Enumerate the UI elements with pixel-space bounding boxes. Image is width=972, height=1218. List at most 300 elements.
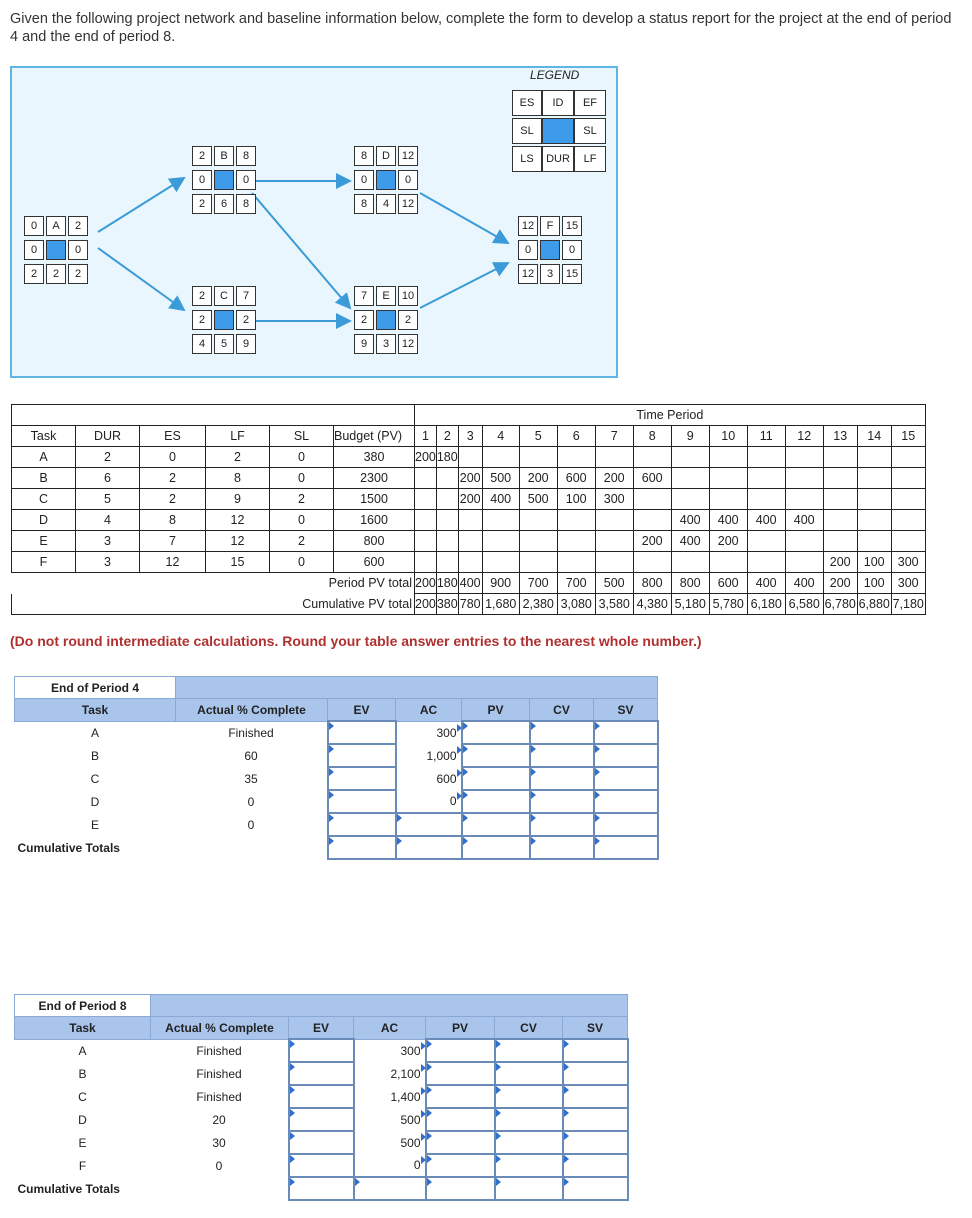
period-4-sv-input[interactable] bbox=[594, 813, 658, 836]
node-c-ef: 7 bbox=[236, 286, 256, 306]
period-8-total-sv-input[interactable] bbox=[563, 1177, 628, 1200]
node-d-es: 8 bbox=[354, 146, 374, 166]
period-8-header-sv: SV bbox=[563, 1017, 628, 1040]
node-d-id: D bbox=[376, 146, 396, 166]
period-4-sv-input[interactable] bbox=[594, 790, 658, 813]
period-8-ev-input[interactable] bbox=[289, 1085, 354, 1108]
period-4-ev-input[interactable] bbox=[328, 744, 396, 767]
pv-cell bbox=[458, 510, 482, 531]
period-pv-total-cell: 600 bbox=[709, 573, 747, 594]
period-pv-total-cell: 500 bbox=[595, 573, 633, 594]
pv-cell: 500 bbox=[519, 489, 557, 510]
baseline-lf: 15 bbox=[206, 552, 270, 573]
pv-cell bbox=[436, 510, 458, 531]
period-4-title-fill bbox=[176, 677, 658, 699]
cumulative-pv-total-cell: 6,180 bbox=[747, 594, 785, 615]
pv-cell bbox=[633, 489, 671, 510]
period-4-cv-input[interactable] bbox=[530, 721, 594, 744]
baseline-budget: 380 bbox=[334, 447, 415, 468]
period-4-ev-input[interactable] bbox=[328, 813, 396, 836]
period-8-sv-input[interactable] bbox=[563, 1062, 628, 1085]
period-8-sv-input[interactable] bbox=[563, 1154, 628, 1177]
pv-cell: 400 bbox=[709, 510, 747, 531]
baseline-task: A bbox=[12, 447, 76, 468]
cumulative-pv-total-label: Cumulative PV total bbox=[12, 594, 415, 615]
period-8-row bbox=[15, 1131, 628, 1154]
baseline-es: 8 bbox=[140, 510, 206, 531]
cumulative-pv-total-cell: 7,180 bbox=[891, 594, 925, 615]
period-4-row bbox=[15, 813, 658, 836]
pv-cell bbox=[709, 447, 747, 468]
pv-cell: 600 bbox=[633, 468, 671, 489]
period-header: 12 bbox=[785, 426, 823, 447]
pv-cell bbox=[519, 531, 557, 552]
pv-cell bbox=[557, 447, 595, 468]
period-8-pv-input[interactable] bbox=[426, 1108, 495, 1131]
baseline-budget: 600 bbox=[334, 552, 415, 573]
answer-flag-icon bbox=[290, 1040, 295, 1048]
period-4-total-ev-input[interactable] bbox=[328, 836, 396, 859]
pv-cell bbox=[857, 447, 891, 468]
period-8-sv-input[interactable] bbox=[563, 1085, 628, 1108]
answer-flag-icon bbox=[564, 1155, 569, 1163]
answer-flag-icon bbox=[531, 768, 536, 776]
node-f-fill bbox=[540, 240, 560, 260]
legend-ls: LS bbox=[512, 146, 542, 172]
period-4-total-sv-input[interactable] bbox=[594, 836, 658, 859]
legend-dur: DUR bbox=[542, 146, 574, 172]
pv-cell bbox=[415, 468, 437, 489]
period-8-ac-text: 500 bbox=[400, 1135, 421, 1150]
pv-cell bbox=[857, 489, 891, 510]
period-pv-total-cell: 900 bbox=[482, 573, 519, 594]
period-8-total-cv-input[interactable] bbox=[495, 1177, 563, 1200]
pv-cell: 400 bbox=[671, 531, 709, 552]
period-4-pv-input[interactable] bbox=[462, 813, 530, 836]
answer-flag-icon bbox=[595, 722, 600, 730]
period-pv-total-cell: 800 bbox=[671, 573, 709, 594]
pv-cell: 200 bbox=[595, 468, 633, 489]
pv-cell bbox=[785, 489, 823, 510]
baseline-header: SL bbox=[270, 426, 334, 447]
pv-cell bbox=[595, 552, 633, 573]
cumulative-pv-total-cell: 2,380 bbox=[519, 594, 557, 615]
pv-cell: 600 bbox=[557, 468, 595, 489]
baseline-es: 12 bbox=[140, 552, 206, 573]
period-8-ac-value bbox=[354, 1154, 426, 1177]
baseline-sl: 2 bbox=[270, 489, 334, 510]
period-8-pv-input[interactable] bbox=[426, 1085, 495, 1108]
answer-flag-icon bbox=[329, 814, 334, 822]
baseline-task: C bbox=[12, 489, 76, 510]
pv-cell bbox=[415, 552, 437, 573]
period-8-pct-complete: Finished bbox=[151, 1085, 289, 1108]
period-4-total-cv-input[interactable] bbox=[530, 836, 594, 859]
pv-cell bbox=[458, 447, 482, 468]
node-d-sl-l: 0 bbox=[354, 170, 374, 190]
node-d-fill bbox=[376, 170, 396, 190]
baseline-sl: 0 bbox=[270, 468, 334, 489]
period-header: 6 bbox=[557, 426, 595, 447]
pv-cell: 200 bbox=[519, 468, 557, 489]
period-4-task: E bbox=[15, 813, 176, 836]
answer-flag-icon bbox=[427, 1040, 432, 1048]
pv-cell: 200 bbox=[823, 552, 857, 573]
baseline-dur: 6 bbox=[76, 468, 140, 489]
period-4-task: D bbox=[15, 790, 176, 813]
period-4-cv-input[interactable] bbox=[530, 813, 594, 836]
period-8-row bbox=[15, 1108, 628, 1131]
cumulative-pv-total-cell: 4,380 bbox=[633, 594, 671, 615]
baseline-header: LF bbox=[206, 426, 270, 447]
period-8-ac-text: 2,100 bbox=[390, 1066, 421, 1081]
period-4-header-actual-complete: Actual % Complete bbox=[176, 699, 328, 722]
node-a-lf: 2 bbox=[68, 264, 88, 284]
period-4-header-task: Task bbox=[15, 699, 176, 722]
pv-cell: 400 bbox=[785, 510, 823, 531]
pv-cell: 200 bbox=[458, 468, 482, 489]
period-4-sv-input[interactable] bbox=[594, 767, 658, 790]
pv-cell bbox=[415, 489, 437, 510]
pv-cell: 300 bbox=[891, 552, 925, 573]
pv-cell bbox=[747, 531, 785, 552]
period-4-ev-input[interactable] bbox=[328, 721, 396, 744]
pv-cell bbox=[671, 468, 709, 489]
period-4-header-ac: AC bbox=[396, 699, 462, 722]
period-4-header-sv: SV bbox=[594, 699, 658, 722]
period-4-header-ev: EV bbox=[328, 699, 396, 722]
period-8-cv-input[interactable] bbox=[495, 1131, 563, 1154]
period-header: 4 bbox=[482, 426, 519, 447]
baseline-sl: 0 bbox=[270, 447, 334, 468]
pv-cell bbox=[823, 447, 857, 468]
node-a-fill bbox=[46, 240, 66, 260]
period-4-header-cv: CV bbox=[530, 699, 594, 722]
node-e-lf: 12 bbox=[398, 334, 418, 354]
baseline-row bbox=[12, 531, 926, 552]
answer-flag-icon bbox=[329, 791, 334, 799]
period-8-task: A bbox=[15, 1039, 151, 1062]
node-e-id: E bbox=[376, 286, 396, 306]
pv-cell bbox=[482, 552, 519, 573]
period-8-ev-input[interactable] bbox=[289, 1108, 354, 1131]
period-4-ev-input[interactable] bbox=[328, 790, 396, 813]
arrow-a-c bbox=[98, 248, 184, 310]
legend-blank bbox=[542, 118, 574, 144]
period-4-row bbox=[15, 790, 658, 813]
answer-flag-icon bbox=[463, 722, 468, 730]
node-c-dur: 5 bbox=[214, 334, 234, 354]
period-8-header-actual-complete: Actual % Complete bbox=[151, 1017, 289, 1040]
period-4-pct-complete: Finished bbox=[176, 721, 328, 744]
pv-cell bbox=[595, 531, 633, 552]
period-4-cv-input[interactable] bbox=[530, 790, 594, 813]
period-8-ac-text: 1,400 bbox=[390, 1089, 421, 1104]
pv-cell bbox=[671, 447, 709, 468]
period-4-pv-input[interactable] bbox=[462, 767, 530, 790]
pv-cell: 180 bbox=[436, 447, 458, 468]
pv-cell bbox=[519, 510, 557, 531]
node-e-es: 7 bbox=[354, 286, 374, 306]
period-4-ac-value bbox=[396, 744, 462, 767]
answer-flag-icon bbox=[496, 1086, 501, 1094]
node-e-sl-l: 2 bbox=[354, 310, 374, 330]
baseline-dur: 2 bbox=[76, 447, 140, 468]
pv-cell bbox=[436, 468, 458, 489]
period-4-ac-text: 600 bbox=[436, 771, 457, 786]
node-c-id: C bbox=[214, 286, 234, 306]
pv-cell: 100 bbox=[857, 552, 891, 573]
node-b-ls: 2 bbox=[192, 194, 212, 214]
node-d-ef: 12 bbox=[398, 146, 418, 166]
period-pv-total-cell: 400 bbox=[785, 573, 823, 594]
answer-flag-icon bbox=[329, 722, 334, 730]
period-8-cv-input[interactable] bbox=[495, 1154, 563, 1177]
period-8-total-ev-input[interactable] bbox=[289, 1177, 354, 1200]
arrow-e-f bbox=[420, 263, 508, 308]
pv-cell bbox=[633, 447, 671, 468]
cumulative-pv-total-cell: 6,880 bbox=[857, 594, 891, 615]
period-4-pv-input[interactable] bbox=[462, 721, 530, 744]
period-8-header-ev: EV bbox=[289, 1017, 354, 1040]
period-header: 3 bbox=[458, 426, 482, 447]
legend-title: LEGEND bbox=[530, 68, 580, 82]
period-8-cv-input[interactable] bbox=[495, 1085, 563, 1108]
answer-flag-icon bbox=[463, 745, 468, 753]
period-8-sv-input[interactable] bbox=[563, 1131, 628, 1154]
period-8-sv-input[interactable] bbox=[563, 1039, 628, 1062]
answer-flag-icon bbox=[329, 745, 334, 753]
baseline-lf: 2 bbox=[206, 447, 270, 468]
node-b-ef: 8 bbox=[236, 146, 256, 166]
period-4-total-ac-input[interactable] bbox=[396, 836, 462, 859]
node-a-id: A bbox=[46, 216, 66, 236]
period-4-header-row bbox=[15, 699, 658, 722]
period-8-pct-complete: Finished bbox=[151, 1039, 289, 1062]
answer-flag-icon bbox=[329, 768, 334, 776]
cumulative-pv-total-cell: 1,680 bbox=[482, 594, 519, 615]
baseline-title-row bbox=[12, 405, 926, 426]
period-8-cv-input[interactable] bbox=[495, 1108, 563, 1131]
period-4-total-pv-input[interactable] bbox=[462, 836, 530, 859]
period-8-cv-input[interactable] bbox=[495, 1039, 563, 1062]
period-8-title-row bbox=[15, 995, 628, 1017]
baseline-sl: 0 bbox=[270, 510, 334, 531]
pv-cell bbox=[747, 489, 785, 510]
period-4-form bbox=[14, 676, 659, 860]
period-8-ac-value bbox=[354, 1039, 426, 1062]
period-8-ev-input[interactable] bbox=[289, 1131, 354, 1154]
period-8-pct-complete: 20 bbox=[151, 1108, 289, 1131]
answer-flag-icon bbox=[496, 1040, 501, 1048]
period-8-pv-input[interactable] bbox=[426, 1062, 495, 1085]
period-4-sv-input[interactable] bbox=[594, 721, 658, 744]
pv-cell bbox=[519, 447, 557, 468]
period-header: 9 bbox=[671, 426, 709, 447]
answer-flag-icon bbox=[463, 791, 468, 799]
period-4-title-row bbox=[15, 677, 658, 699]
pv-cell bbox=[891, 447, 925, 468]
period-8-ac-text: 0 bbox=[413, 1158, 421, 1172]
pv-cell bbox=[633, 552, 671, 573]
node-b-id: B bbox=[214, 146, 234, 166]
legend-id: ID bbox=[542, 90, 574, 116]
baseline-header: Budget (PV) bbox=[334, 426, 415, 447]
baseline-budget: 1500 bbox=[334, 489, 415, 510]
period-pv-total-row bbox=[12, 573, 926, 594]
pv-cell: 300 bbox=[595, 489, 633, 510]
node-e-dur: 3 bbox=[376, 334, 396, 354]
period-4-title: End of Period 4 bbox=[15, 677, 176, 699]
pv-cell: 200 bbox=[709, 531, 747, 552]
pv-cell bbox=[857, 510, 891, 531]
node-c-sl-r: 2 bbox=[236, 310, 256, 330]
period-4-row bbox=[15, 721, 658, 744]
answer-flag-icon bbox=[463, 837, 468, 845]
pv-cell bbox=[891, 510, 925, 531]
answer-flag-icon bbox=[463, 768, 468, 776]
arrow-b-e bbox=[252, 193, 350, 308]
pv-cell bbox=[823, 468, 857, 489]
period-4-cv-input[interactable] bbox=[530, 744, 594, 767]
period-8-pv-input[interactable] bbox=[426, 1154, 495, 1177]
question-text: Given the following project network and baseline information below, complete the form to develop a status report for the project at the end of period 4 and the end of period 8. bbox=[10, 11, 952, 45]
period-8-ev-input[interactable] bbox=[289, 1062, 354, 1085]
period-4-ac-text: 1,000 bbox=[426, 748, 457, 763]
node-a bbox=[24, 216, 90, 282]
pv-cell bbox=[671, 489, 709, 510]
answer-flag-icon bbox=[463, 814, 468, 822]
node-e bbox=[354, 286, 420, 352]
node-a-es: 0 bbox=[24, 216, 44, 236]
pv-cell bbox=[857, 468, 891, 489]
period-header: 1 bbox=[415, 426, 437, 447]
answer-flag-icon bbox=[496, 1132, 501, 1140]
baseline-task: F bbox=[12, 552, 76, 573]
baseline-es: 2 bbox=[140, 468, 206, 489]
period-8-pv-input[interactable] bbox=[426, 1039, 495, 1062]
baseline-es: 7 bbox=[140, 531, 206, 552]
period-4-pv-input[interactable] bbox=[462, 744, 530, 767]
period-header: 7 bbox=[595, 426, 633, 447]
period-header: 14 bbox=[857, 426, 891, 447]
answer-flag-icon bbox=[496, 1063, 501, 1071]
period-pv-total-cell: 300 bbox=[891, 573, 925, 594]
baseline-budget: 800 bbox=[334, 531, 415, 552]
period-8-ev-input[interactable] bbox=[289, 1154, 354, 1177]
answer-flag-icon bbox=[496, 1178, 501, 1186]
answer-flag-icon bbox=[329, 837, 334, 845]
pv-cell bbox=[671, 552, 709, 573]
period-pv-total-cell: 800 bbox=[633, 573, 671, 594]
node-c-ls: 4 bbox=[192, 334, 212, 354]
node-d-dur: 4 bbox=[376, 194, 396, 214]
answer-flag-icon bbox=[290, 1063, 295, 1071]
baseline-row bbox=[12, 447, 926, 468]
pv-cell bbox=[785, 552, 823, 573]
period-8-ac-text: 300 bbox=[400, 1043, 421, 1058]
pv-cell bbox=[436, 531, 458, 552]
period-header: 13 bbox=[823, 426, 857, 447]
pv-cell bbox=[747, 447, 785, 468]
project-network-diagram bbox=[10, 66, 618, 378]
answer-flag-icon bbox=[564, 1132, 569, 1140]
period-8-total-ac-input[interactable] bbox=[354, 1177, 426, 1200]
node-f-id: F bbox=[540, 216, 560, 236]
node-c-es: 2 bbox=[192, 286, 212, 306]
period-8-pv-input[interactable] bbox=[426, 1131, 495, 1154]
period-pv-total-cell: 400 bbox=[747, 573, 785, 594]
baseline-es: 0 bbox=[140, 447, 206, 468]
node-b bbox=[192, 146, 258, 212]
period-4-ac-input[interactable] bbox=[396, 813, 462, 836]
cumulative-pv-total-cell: 5,180 bbox=[671, 594, 709, 615]
period-8-row bbox=[15, 1154, 628, 1177]
answer-flag-icon bbox=[531, 745, 536, 753]
baseline-task: E bbox=[12, 531, 76, 552]
period-4-ac-value bbox=[396, 767, 462, 790]
period-4-sv-input[interactable] bbox=[594, 744, 658, 767]
period-8-totals-label: Cumulative Totals bbox=[15, 1177, 289, 1200]
cumulative-pv-total-cell: 6,580 bbox=[785, 594, 823, 615]
pv-cell: 200 bbox=[633, 531, 671, 552]
answer-flag-icon bbox=[531, 722, 536, 730]
period-pv-total-cell: 200 bbox=[415, 573, 437, 594]
period-8-header-task: Task bbox=[15, 1017, 151, 1040]
period-8-sv-input[interactable] bbox=[563, 1108, 628, 1131]
node-e-ef: 10 bbox=[398, 286, 418, 306]
period-8-row bbox=[15, 1085, 628, 1108]
arrow-a-b bbox=[98, 178, 184, 232]
baseline-row bbox=[12, 489, 926, 510]
period-8-ev-input[interactable] bbox=[289, 1039, 354, 1062]
baseline-lf: 12 bbox=[206, 510, 270, 531]
pv-cell bbox=[519, 552, 557, 573]
period-4-ac-value bbox=[396, 790, 462, 813]
period-4-pv-input[interactable] bbox=[462, 790, 530, 813]
pv-cell bbox=[709, 552, 747, 573]
node-f-lf: 15 bbox=[562, 264, 582, 284]
period-8-task: C bbox=[15, 1085, 151, 1108]
baseline-row bbox=[12, 468, 926, 489]
period-8-header-cv: CV bbox=[495, 1017, 563, 1040]
cumulative-pv-total-cell: 3,580 bbox=[595, 594, 633, 615]
answer-flag-icon bbox=[397, 814, 402, 822]
period-8-pct-complete: Finished bbox=[151, 1062, 289, 1085]
period-4-ev-input[interactable] bbox=[328, 767, 396, 790]
pv-cell bbox=[785, 531, 823, 552]
legend-sl-right: SL bbox=[574, 118, 606, 144]
pv-cell bbox=[436, 489, 458, 510]
answer-flag-icon bbox=[595, 814, 600, 822]
period-8-total-pv-input[interactable] bbox=[426, 1177, 495, 1200]
node-b-dur: 6 bbox=[214, 194, 234, 214]
node-b-sl-r: 0 bbox=[236, 170, 256, 190]
pv-cell: 400 bbox=[747, 510, 785, 531]
period-8-cv-input[interactable] bbox=[495, 1062, 563, 1085]
period-4-cv-input[interactable] bbox=[530, 767, 594, 790]
pv-cell bbox=[482, 531, 519, 552]
answer-flag-icon bbox=[531, 791, 536, 799]
answer-flag-icon bbox=[427, 1086, 432, 1094]
answer-flag-icon bbox=[595, 745, 600, 753]
node-b-lf: 8 bbox=[236, 194, 256, 214]
pv-cell bbox=[747, 468, 785, 489]
baseline-es: 2 bbox=[140, 489, 206, 510]
answer-flag-icon bbox=[355, 1178, 360, 1186]
period-8-header-row bbox=[15, 1017, 628, 1040]
period-8-title-fill bbox=[151, 995, 628, 1017]
